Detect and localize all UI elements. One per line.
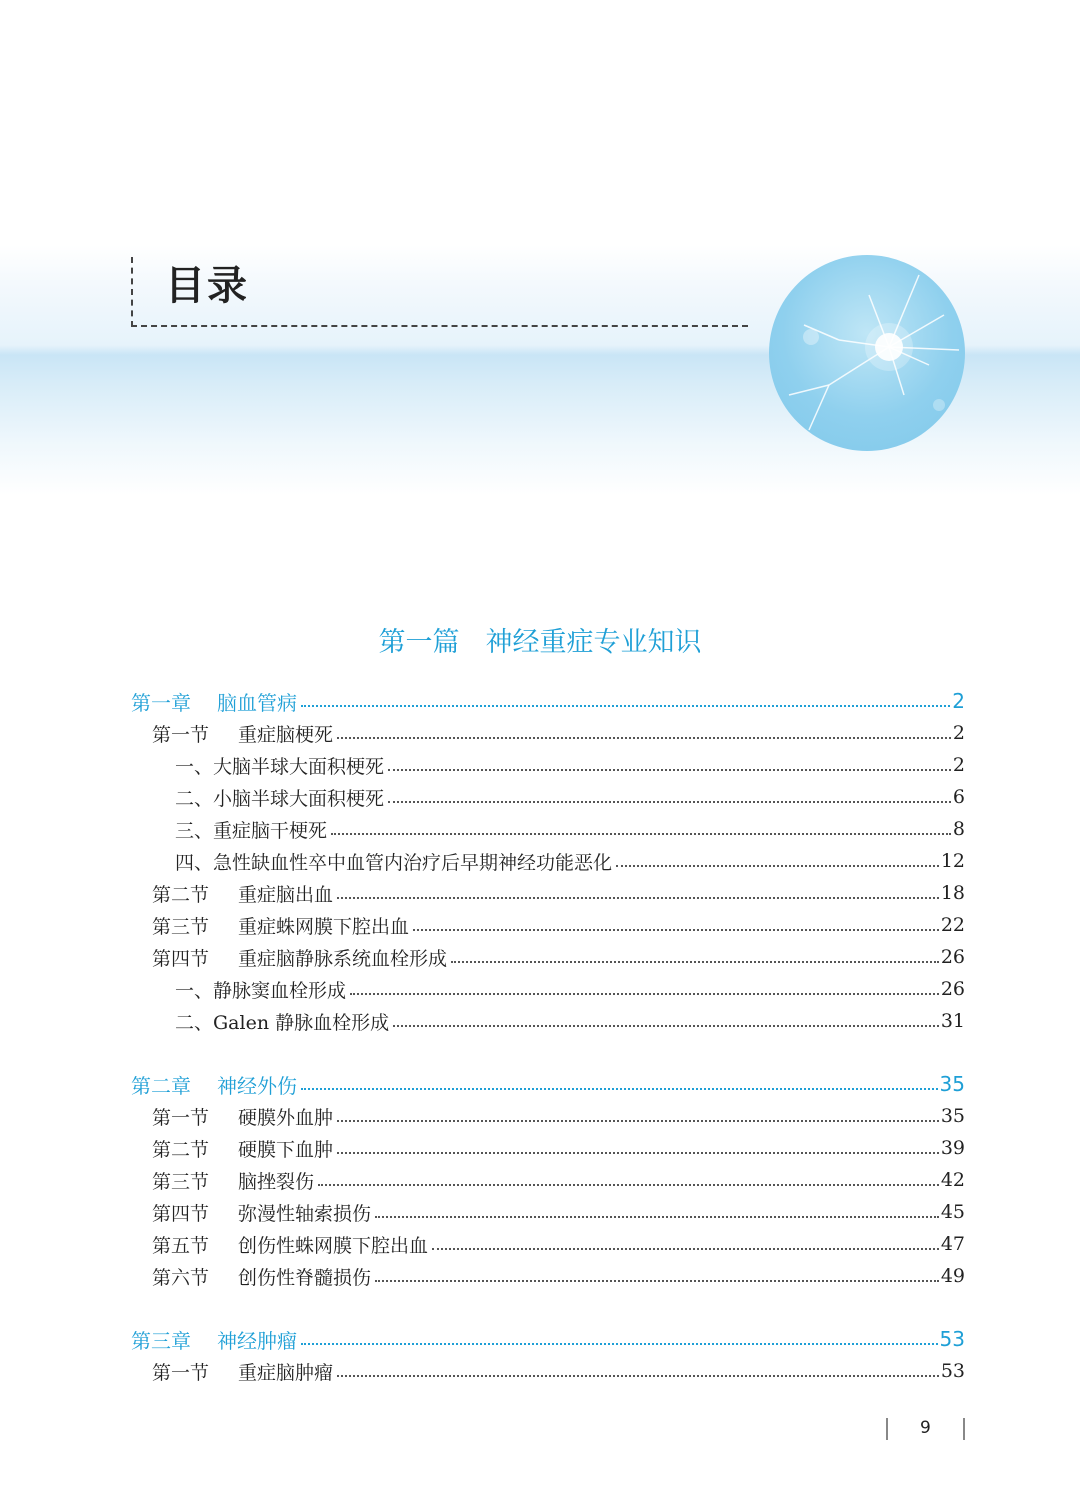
dot-leader xyxy=(337,1152,939,1154)
toc-label: 第二章 xyxy=(131,1073,191,1098)
toc-title: 硬膜下血肿 xyxy=(238,1138,334,1161)
dot-leader xyxy=(337,737,951,739)
dot-leader xyxy=(337,1375,939,1377)
dot-leader xyxy=(388,769,951,771)
toc-subsection-entry[interactable] xyxy=(175,750,965,780)
toc-title: 神经外伤 xyxy=(217,1073,297,1098)
toc-subsection-entry[interactable] xyxy=(175,814,965,844)
toc-title: 重症脑出血 xyxy=(238,883,334,906)
toc-label: 第一章 xyxy=(131,690,191,715)
dot-leader xyxy=(375,1280,939,1282)
toc-page: 35 xyxy=(939,1072,965,1096)
header-dashed-horizontal-line xyxy=(131,325,748,327)
dot-leader xyxy=(375,1216,939,1218)
toc-title: 硬膜外血肿 xyxy=(238,1106,334,1129)
toc-chapter-entry[interactable] xyxy=(131,1324,965,1354)
toc-title: 脑血管病 xyxy=(217,690,297,715)
toc-page: 53 xyxy=(939,1327,965,1351)
toc-title: 创伤性脊髓损伤 xyxy=(238,1266,372,1289)
toc-page: 6 xyxy=(952,786,965,808)
toc-label: 第二节 xyxy=(152,883,210,906)
page-number-footer xyxy=(886,1418,966,1442)
dot-leader xyxy=(337,897,939,899)
toc-page: 42 xyxy=(940,1169,965,1191)
toc-title: 弥漫性轴索损伤 xyxy=(238,1202,372,1225)
toc-chapter-entry[interactable] xyxy=(131,686,965,716)
toc-title: 脑挫裂伤 xyxy=(238,1170,315,1193)
toc-section-entry[interactable] xyxy=(152,1356,965,1386)
toc-title: 重症脑静脉系统血栓形成 xyxy=(238,947,448,970)
toc-page: 8 xyxy=(952,818,965,840)
header-dashed-vertical-line xyxy=(131,257,133,327)
dot-leader xyxy=(318,1184,939,1186)
toc-label: 第一节 xyxy=(152,1361,210,1384)
toc-page: 12 xyxy=(940,850,965,872)
toc-page: 31 xyxy=(940,1010,965,1032)
toc-section-entry[interactable] xyxy=(152,942,965,972)
toc-section-entry[interactable] xyxy=(152,910,965,940)
toc-subsection-entry[interactable] xyxy=(175,846,965,876)
toc-page: 26 xyxy=(940,978,965,1000)
toc-chapter-entry[interactable] xyxy=(131,1069,965,1099)
toc-page: 22 xyxy=(940,914,965,936)
toc-title: 一、大脑半球大面积梗死 xyxy=(175,755,385,778)
toc-label: 第五节 xyxy=(152,1234,210,1257)
toc-title: 创伤性蛛网膜下腔出血 xyxy=(238,1234,429,1257)
toc-section-entry[interactable] xyxy=(152,1197,965,1227)
toc-title: 二、Galen 静脉血栓形成 xyxy=(175,1011,390,1034)
toc-page: 49 xyxy=(940,1265,965,1287)
toc-page: 2 xyxy=(952,754,965,776)
toc-section-entry[interactable] xyxy=(152,1165,965,1195)
toc-title: 一、静脉窦血栓形成 xyxy=(175,979,347,1002)
toc-page: 2 xyxy=(952,689,965,713)
toc-title: 神经肿瘤 xyxy=(217,1328,297,1353)
dot-leader xyxy=(337,1120,939,1122)
toc-label: 第三节 xyxy=(152,915,210,938)
toc-label: 第三节 xyxy=(152,1170,210,1193)
toc-title: 重症脑梗死 xyxy=(238,723,334,746)
toc-label: 第二节 xyxy=(152,1138,210,1161)
toc-section-entry[interactable] xyxy=(152,1133,965,1163)
toc-label: 第四节 xyxy=(152,1202,210,1225)
dot-leader xyxy=(388,801,951,803)
part-title xyxy=(0,620,1080,659)
toc-label: 第一节 xyxy=(152,723,210,746)
dot-leader xyxy=(301,705,950,707)
dot-leader xyxy=(432,1248,939,1250)
dot-leader xyxy=(413,929,939,931)
toc-title: 四、急性缺血性卒中血管内治疗后早期神经功能恶化 xyxy=(175,851,613,874)
toc-page: 35 xyxy=(940,1105,965,1127)
neuron-illustration xyxy=(769,255,965,451)
neuron-icon xyxy=(769,255,965,451)
toc-title: 重症脑肿瘤 xyxy=(238,1361,334,1384)
toc-label: 第一节 xyxy=(152,1106,210,1129)
toc-title: 重症蛛网膜下腔出血 xyxy=(238,915,410,938)
toc-page: 26 xyxy=(940,946,965,968)
footer-divider xyxy=(963,1418,965,1440)
footer-divider xyxy=(886,1418,888,1440)
toc-title: 三、重症脑干梗死 xyxy=(175,819,328,842)
toc-section-entry[interactable] xyxy=(152,878,965,908)
toc-page: 53 xyxy=(940,1360,965,1382)
toc-page: 39 xyxy=(940,1137,965,1159)
dot-leader xyxy=(393,1025,939,1027)
toc-subsection-entry[interactable] xyxy=(175,974,965,1004)
toc-label: 第三章 xyxy=(131,1328,191,1353)
toc-section-entry[interactable] xyxy=(152,1101,965,1131)
dot-leader xyxy=(350,993,939,995)
part-label: 第一篇 xyxy=(378,627,460,658)
page-number: 9 xyxy=(920,1418,931,1438)
dot-leader xyxy=(451,961,939,963)
page-title: 目录 xyxy=(165,263,249,309)
toc-section-entry[interactable] xyxy=(152,1229,965,1259)
dot-leader xyxy=(301,1088,938,1090)
part-name: 神经重症专业知识 xyxy=(485,627,702,658)
toc-page: 47 xyxy=(940,1233,965,1255)
toc-subsection-entry[interactable] xyxy=(175,1006,965,1036)
toc-subsection-entry[interactable] xyxy=(175,782,965,812)
toc-page: 2 xyxy=(952,722,965,744)
dot-leader xyxy=(331,833,951,835)
toc-section-entry[interactable] xyxy=(152,1261,965,1291)
dot-leader xyxy=(301,1343,938,1345)
toc-title: 二、小脑半球大面积梗死 xyxy=(175,787,385,810)
toc-label: 第六节 xyxy=(152,1266,210,1289)
toc-page: 18 xyxy=(940,882,965,904)
toc-section-entry[interactable] xyxy=(152,718,965,748)
toc-page: 45 xyxy=(940,1201,965,1223)
toc-label: 第四节 xyxy=(152,947,210,970)
dot-leader xyxy=(616,865,939,867)
